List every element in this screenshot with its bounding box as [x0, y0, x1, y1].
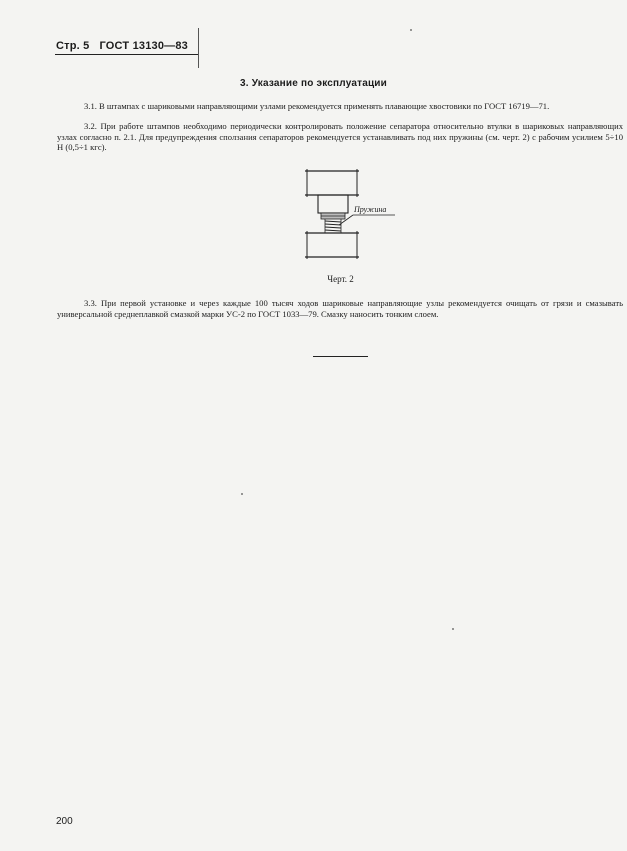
- header-vertical-rule: [198, 28, 199, 68]
- paragraph-3-1: 3.1. В штампах с шариковыми направляющими узлами рекомендуется применять плавающие хвостовики по ГОСТ 16719—71.: [84, 101, 550, 111]
- scan-speck: [241, 493, 243, 495]
- paragraph-3-3: 3.3. При первой установке и через каждые 100 тысяч ходов шариковые направляющие узлы рекомендуется очищать от грязи и смазывать универсальной среднеплавкой смазкой марки УС-2 по ГОСТ 1033—79. Смазку наносить тонким слоем.: [57, 298, 623, 319]
- spring-drawing: [295, 167, 425, 272]
- header-rule: [55, 54, 198, 55]
- page-label: Стр. 5: [56, 40, 90, 52]
- page-header: [56, 40, 188, 52]
- scan-speck: [452, 628, 454, 630]
- standard-number: ГОСТ 13130—83: [99, 40, 189, 52]
- paragraph-3-2: 3.2. При работе штампов необходимо периодически контролировать положение сепаратора относительно втулки в шариковых направляющих узлах согласно п. 2.1. Для предупреждения сползания сепараторов рекомендуется устанавливать под них пружины (см. черт. 2) с рабочим усилием 5÷10 Н (0,5÷1 кгс).: [57, 121, 623, 152]
- end-rule: [313, 356, 368, 357]
- scan-speck: [410, 29, 412, 31]
- page-number: 200: [56, 816, 73, 827]
- spring-label: Пружина: [354, 205, 387, 214]
- figure-caption: Черт. 2: [327, 274, 354, 284]
- spring-diagram-svg: [295, 167, 425, 272]
- section-title: 3. Указание по эксплуатации: [239, 78, 387, 89]
